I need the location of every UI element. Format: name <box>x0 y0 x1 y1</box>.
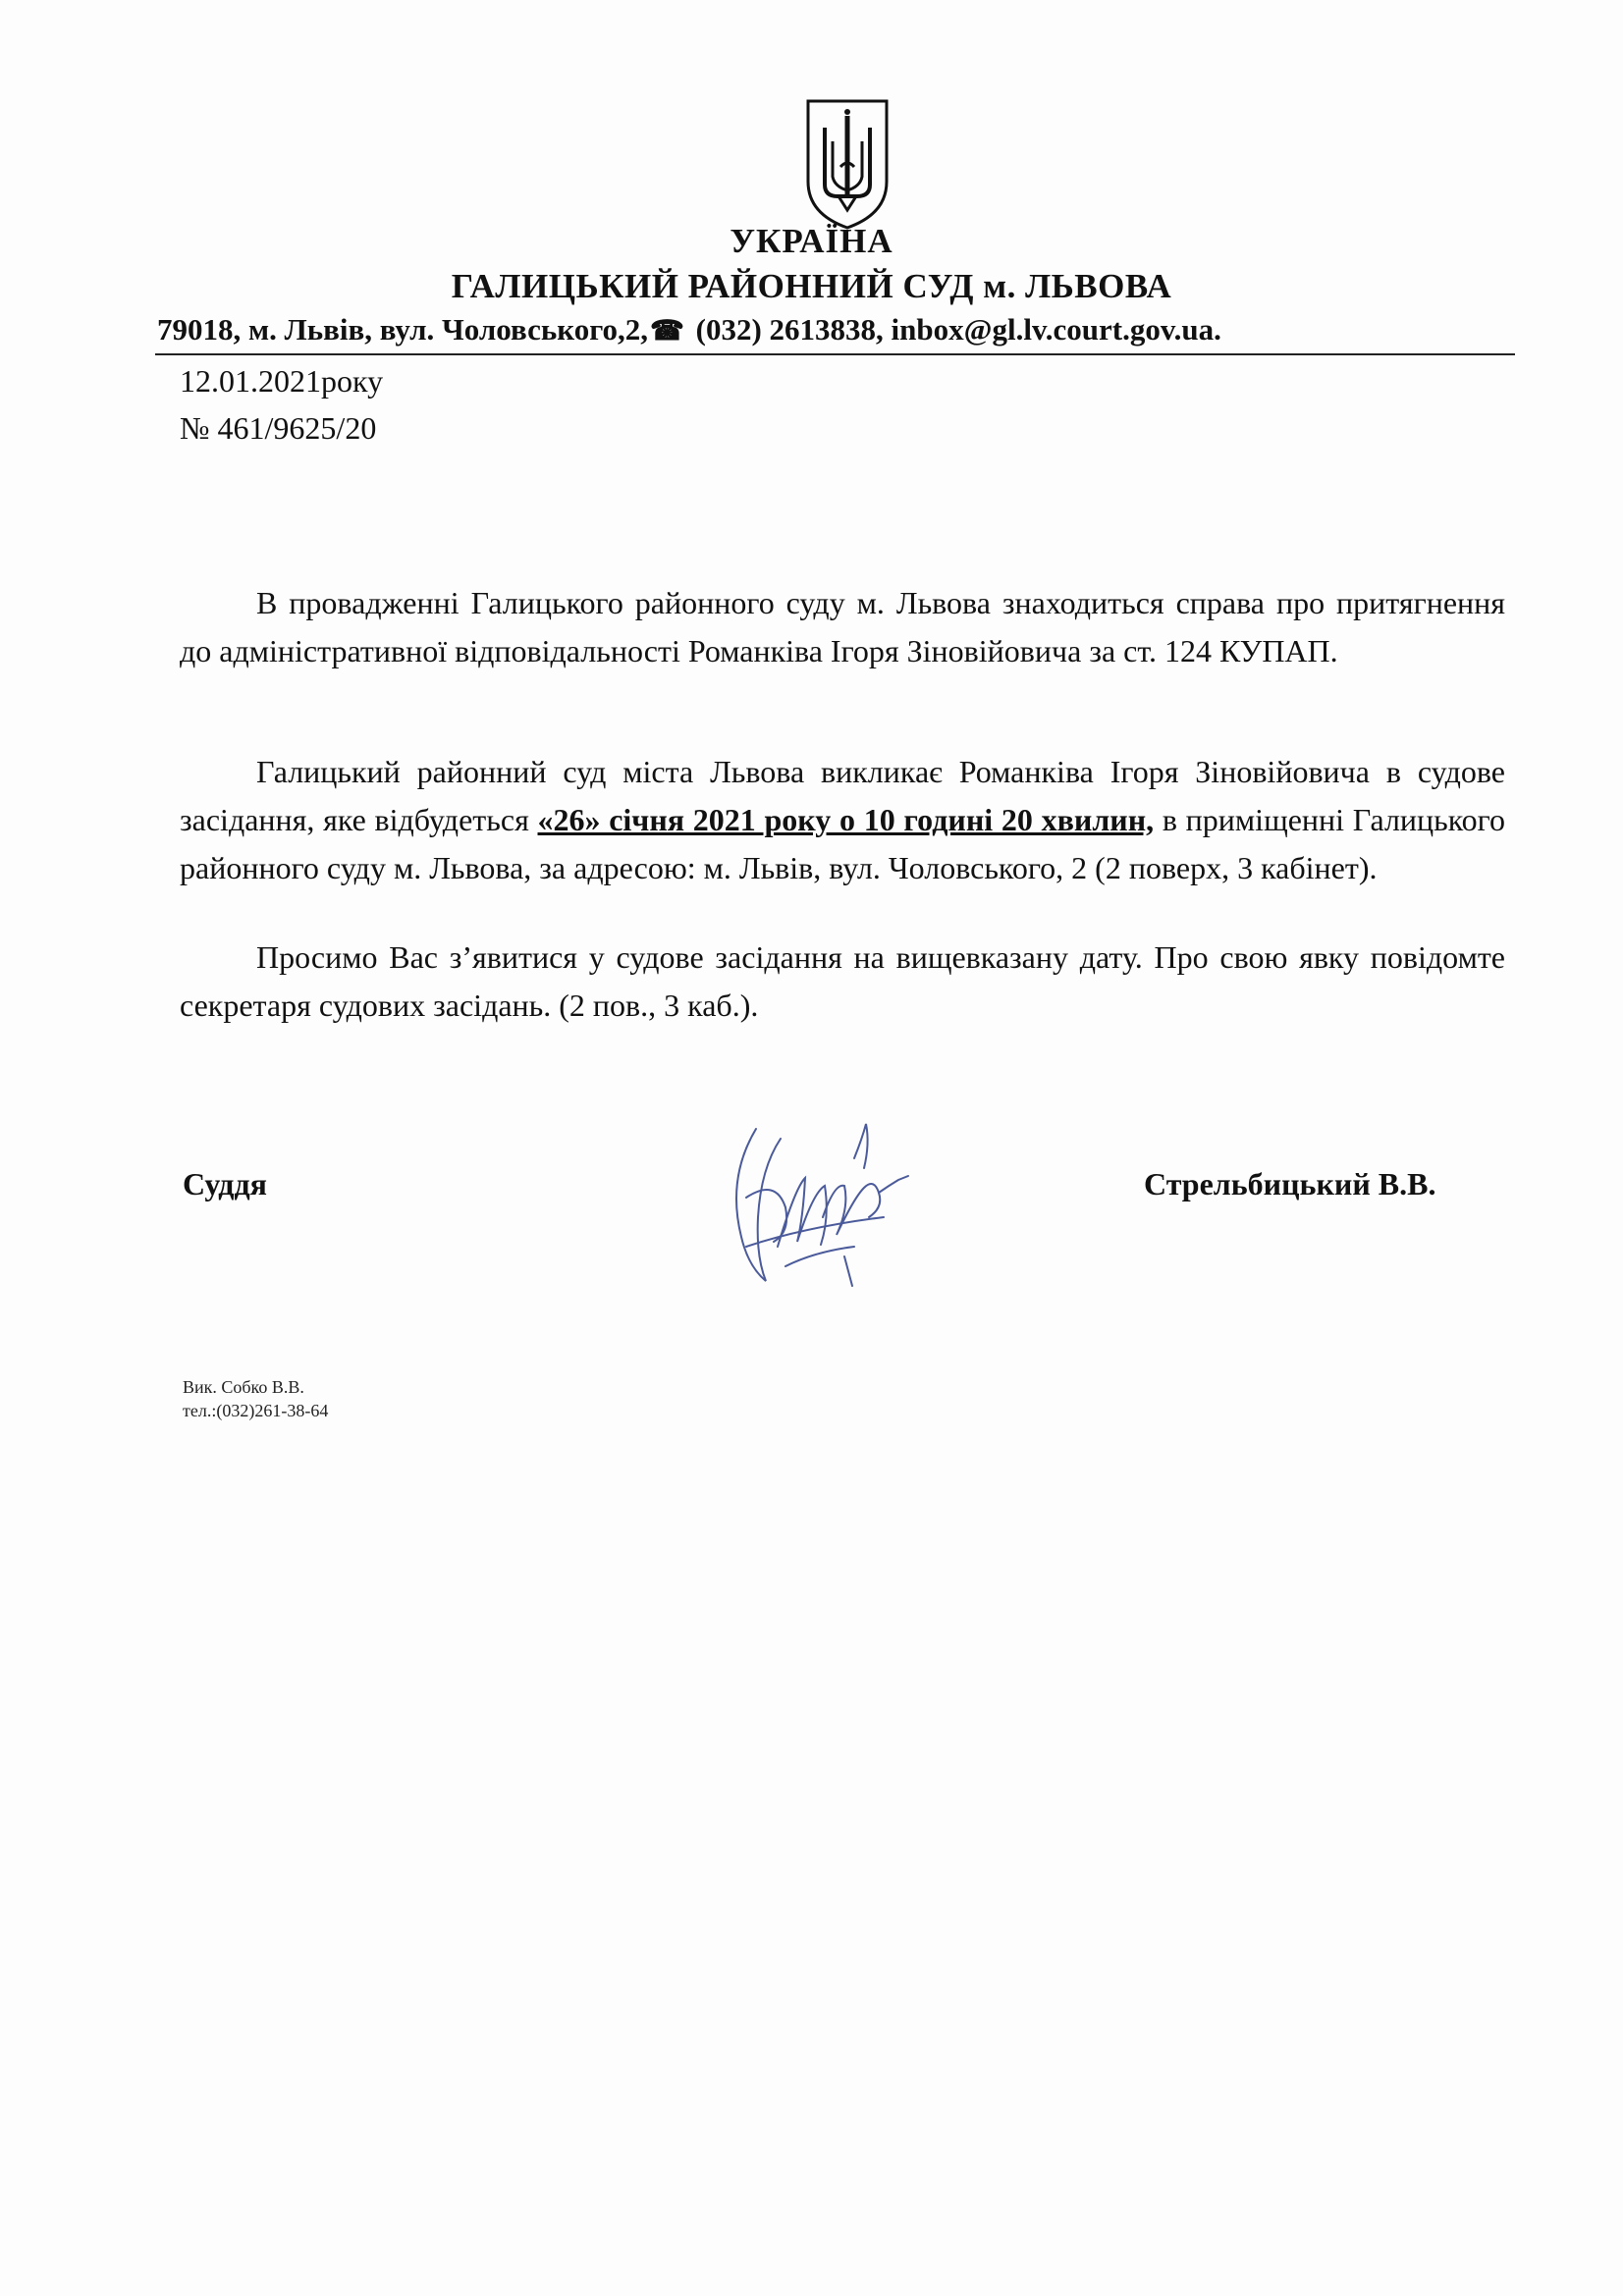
judge-position: Суддя <box>183 1166 267 1201</box>
paragraph-summons <box>180 748 1505 892</box>
court-name: ГАЛИЦЬКИЙ РАЙОННИЙ СУД м. ЛЬВОВА <box>451 267 1172 305</box>
phone-icon: ☎ <box>650 316 684 347</box>
hearing-datetime: «26» січня 2021 року о 10 годині 20 хвилин, <box>537 802 1155 837</box>
case-number: № 461/9625/20 <box>180 410 377 446</box>
court-address <box>157 312 1512 347</box>
contacts-text: (032) 2613838, inbox@gl.lv.court.gov.ua. <box>687 312 1221 347</box>
header-divider <box>155 353 1515 355</box>
executor-name: Вик. Собко В.В. <box>183 1377 304 1397</box>
handwritten-signature <box>687 1070 923 1306</box>
coat-of-arms-icon <box>803 98 892 231</box>
summons-text-end: в приміщенні Галицького районного суду м. Львова, за адресою: м. Львів, вул. Чоловського, 2 (2 поверх, 3 кабінет). <box>180 802 1506 885</box>
document-date: 12.01.2021року <box>180 363 384 399</box>
judge-name: Стрельбицький В.В. <box>1144 1166 1436 1201</box>
address-text: 79018, м. Львів, вул. Чоловського,2, <box>157 312 648 347</box>
paragraph-proceedings: В провадженні Галицького районного суду м. Львова знаходиться справа про притягнення до адміністративної відповідальності Романківа Ігоря Зіновійовича за ст. 124 КУПАП. <box>180 585 1505 668</box>
executor-phone: тел.:(032)261-38-64 <box>183 1401 329 1420</box>
paragraph-request: Просимо Вас з’явитися у судове засідання на вищевказану дату. Про свою явку повідомте секретаря судових засідань. (2 пов., 3 каб.). <box>180 939 1505 1023</box>
country-title: УКРАЇНА <box>730 222 893 260</box>
summons-text-start: Галицький районний суд міста Львова викликає Романківа Ігоря Зіновійовича в судове засідання, яке відбудеться <box>180 754 1505 837</box>
